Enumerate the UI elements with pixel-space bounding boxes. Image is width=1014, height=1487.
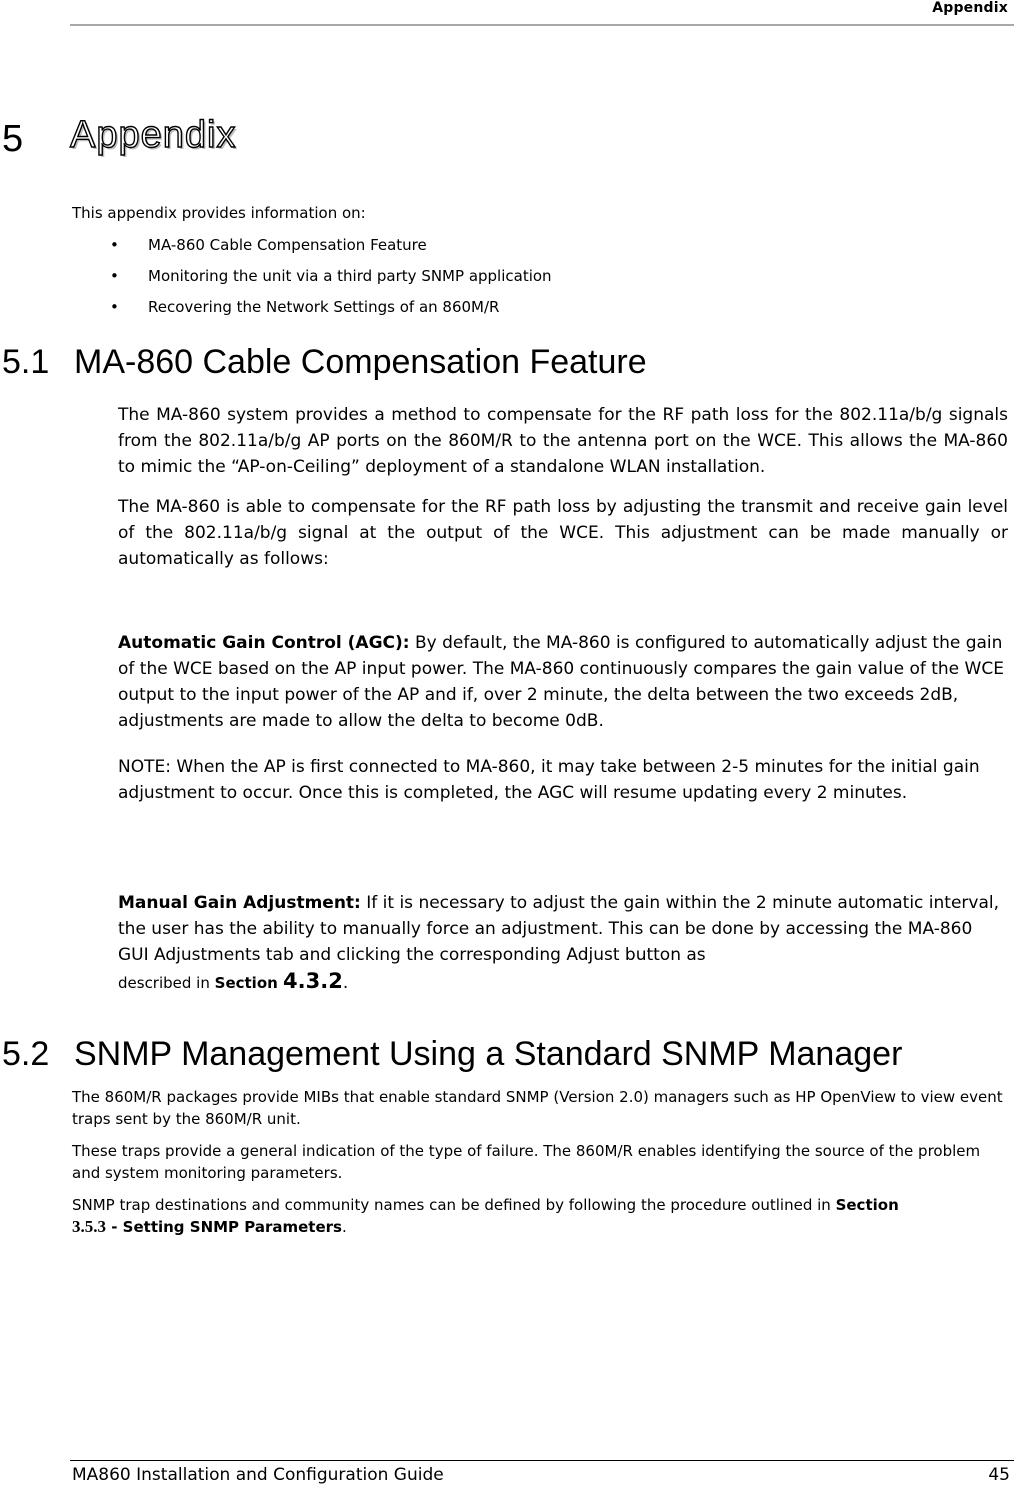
manual-gain-paragraph [118, 890, 1008, 996]
bullet-icon: • [110, 298, 119, 316]
agc-label: Automatic Gain Control (AGC): [118, 633, 410, 653]
list-item [108, 265, 552, 296]
section-title: MA-860 Cable Compensation Feature [74, 343, 647, 381]
manual-tail-suffix: . [342, 973, 349, 993]
section-5-2-paragraph-1: The 860M/R packages provide MIBs that enable standard SNMP (Version 2.0) managers such as HP OpenView to view event traps sent by the 860M/R unit. [72, 1088, 1003, 1128]
footer-rule [70, 1460, 1014, 1461]
paragraph-end: . [341, 1218, 347, 1236]
manual-section-word: Section [214, 974, 284, 992]
agc-paragraph [118, 630, 1008, 734]
section-title: SNMP Management Using a Standard SNMP Manager [74, 1035, 903, 1073]
paragraph-text: SNMP trap destinations and community names can be defined by following the procedure outlined in [72, 1196, 836, 1214]
note-paragraph: NOTE: When the AP is first connected to MA-860, it may take between 2-5 minutes for the initial gain adjustment to occur. Once this is completed, the AGC will resume updating every 2 minutes. [118, 757, 980, 803]
intro-bullet-list [108, 234, 552, 327]
section-5-1-paragraph-1: The MA-860 system provides a method to compensate for the RF path loss for the 802.11a/b/g signals from the 802.11a/b/g AP ports on the 860M/R to the antenna port on the WCE. This allows the MA-860 to mimic the “AP-on-Ceiling” deployment of a standalone WLAN installation. [118, 405, 1008, 477]
section-number: 5.1 [2, 343, 50, 381]
list-item-text: Recovering the Network Settings of an 860M/R [148, 298, 500, 316]
intro-lead: This appendix provides information on: [72, 204, 366, 222]
manual-tail-prefix: described in [118, 974, 215, 992]
manual-gain-text: If it is necessary to adjust the gain within the 2 minute automatic interval, the user has the ability to manually force an adjustment. This can be done by accessing the MA-860 GUI Adjustments tab and clicking the corresponding Adjust button as [118, 893, 1000, 965]
agc-text: By default, the MA-860 is configured to automatically adjust the gain of the WCE based on the AP input power. The MA-860 continuously compares the gain value of the WCE output to the input power of the AP and if, over 2 minute, the delta between the two exceeds 2dB, adjustments are made to allow the delta to become 0dB. [118, 633, 1004, 731]
bullet-icon: • [110, 236, 119, 254]
section-5-2-heading [2, 1034, 902, 1074]
section-5-2-paragraph-2: These traps provide a general indication of the type of failure. The 860M/R enables identifying the source of the problem and system monitoring parameters. [72, 1142, 981, 1182]
chapter-number: 5 [2, 118, 24, 160]
list-item-text: MA-860 Cable Compensation Feature [148, 236, 427, 254]
section-number: 5.2 [2, 1035, 50, 1073]
manual-section-ref-link[interactable]: 4.3.2 [283, 969, 343, 993]
bullet-icon: • [110, 267, 119, 285]
section-word: Section [835, 1196, 899, 1214]
section-5-1-paragraph-2: The MA-860 is able to compensate for the RF path loss by adjusting the transmit and receive gain level of the 802.11a/b/g signal at the output of the WCE. This adjustment can be made manually or automatically as follows: [118, 497, 1008, 569]
section-ref-number-link[interactable]: 3.5.3 [72, 1217, 106, 1236]
list-item [108, 234, 552, 265]
chapter-title: Appendix [70, 114, 237, 156]
header-rule [70, 24, 1014, 26]
list-item [108, 296, 552, 327]
running-header-title: Appendix [932, 0, 1008, 16]
footer-page-number: 45 [988, 1465, 1010, 1485]
footer-guide-title: MA860 Installation and Configuration Guide [72, 1465, 444, 1485]
list-item-text: Monitoring the unit via a third party SNMP application [148, 267, 552, 285]
section-5-2-paragraph-3 [72, 1194, 1008, 1238]
manual-gain-label: Manual Gain Adjustment: [118, 893, 361, 913]
section-5-1-heading [2, 342, 647, 382]
section-ref-title-link[interactable]: - Setting SNMP Parameters [106, 1218, 342, 1236]
